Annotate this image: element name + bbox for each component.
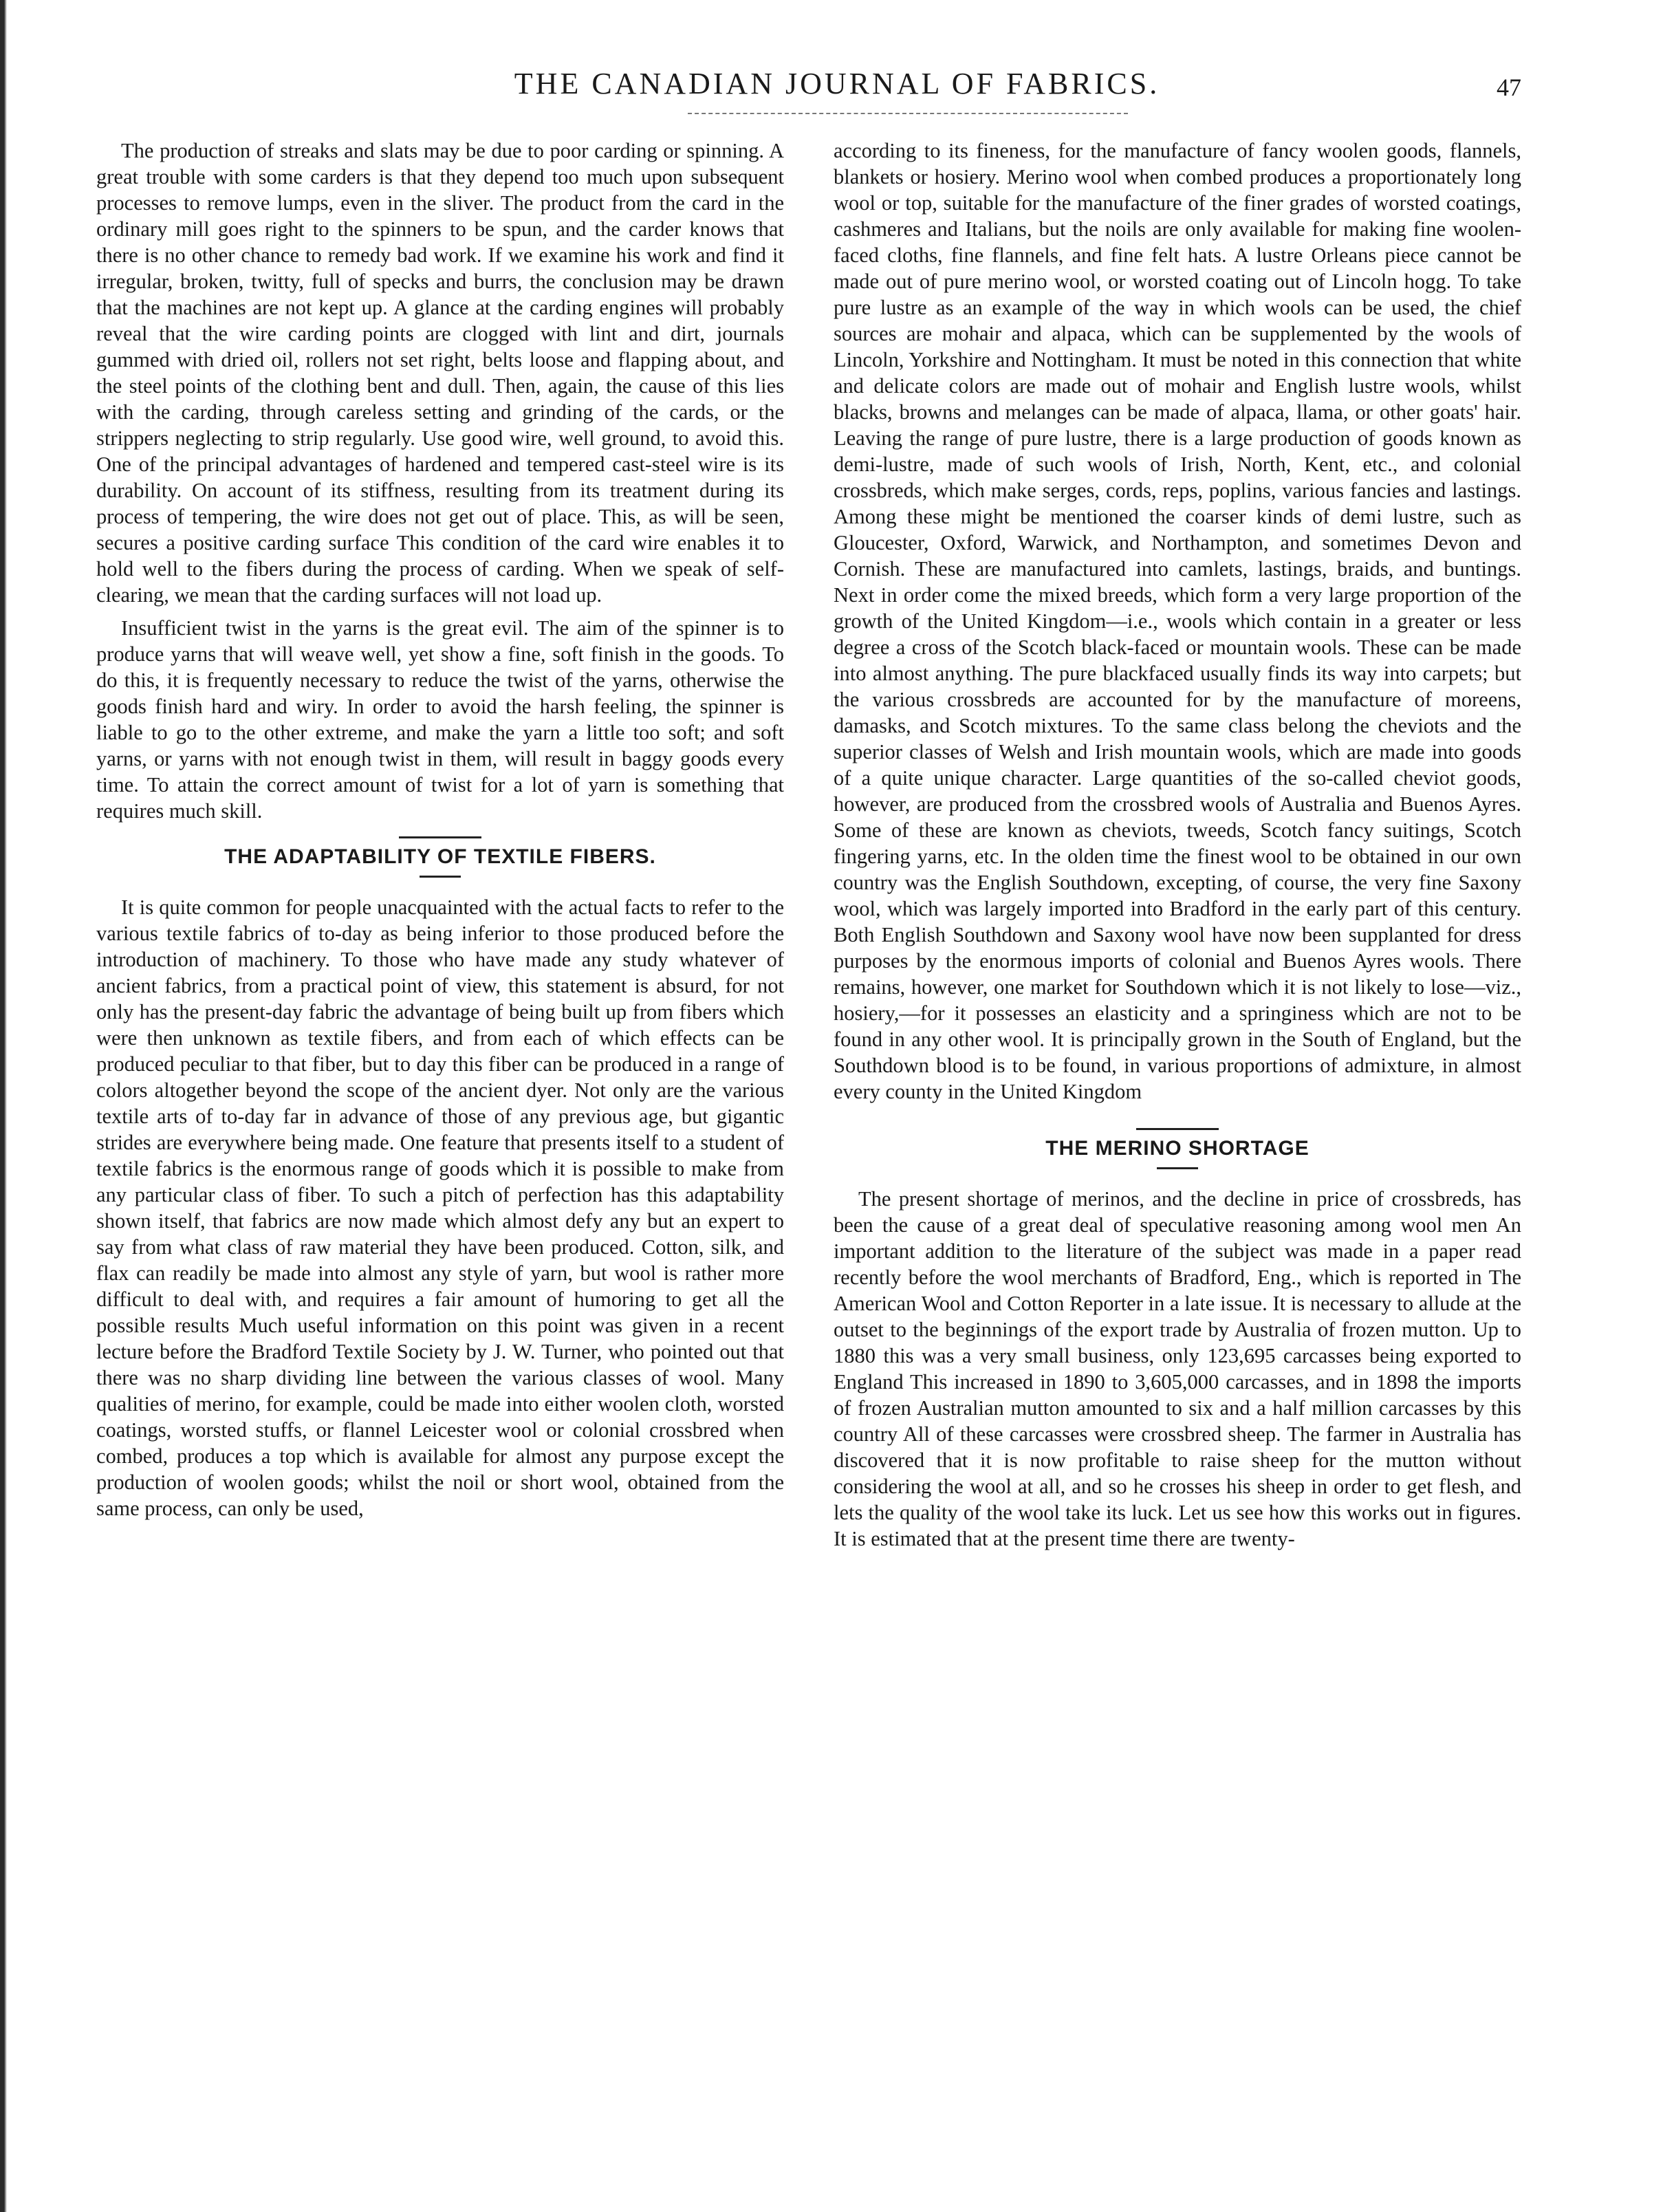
heading-rule-top — [399, 836, 481, 838]
paragraph: Insufficient twist in the yarns is the great evil. The aim of the spinner is to produce yarns that will weave well, yet show a fine, soft finish in the goods. To do this, it is frequently necessary to reduce the twist of the yarns, otherwise the goods finish hard and wiry. In order to avoid the harsh feeling, the spinner is liable to go to the other extreme, and make the yarn a little too soft; and soft yarns, or yarns with not enough twist in them, will result in baggy goods every time. To attain the correct amount of twist for a lot of yarn is something that requires much skill. — [96, 616, 784, 823]
heading-rule-top — [1136, 1128, 1219, 1130]
section-heading-block — [96, 836, 784, 878]
scan-edge — [0, 0, 7, 2212]
title-rule — [688, 113, 1128, 114]
heading-rule-bottom — [420, 876, 461, 878]
masthead — [0, 66, 1674, 107]
paragraph: The present shortage of merinos, and the decline in price of crossbreds, has been the cause of a great deal of speculative reasoning among wool men An important addition to the literature of the subject was made in a paper read recently before the wool merchants of Bradford, Eng., which is reported in The American Wool and Cotton Reporter in a late issue. It is necessary to allude at the outset to the beginnings of the export trade by Australia of frozen mutton. Up to 1880 this was a very small business, only 123,695 carcasses being exported to England This increased in 1890 to 3,605,000 carcasses, and in 1898 the imports of frozen Australian mutton amounted to six and a half million carcasses by this country All of these carcasses were crossbred sheep. The farmer in Australia has discovered that it is now profitable to raise sheep for the mutton without considering the wool at all, and so he crosses his sheep in order to get flesh, and lets the quality of the wool take its luck. Let us see how this works out in figures. It is estimated that at the present time there are twenty- — [834, 1187, 1521, 1550]
section-heading: THE ADAPTABILITY OF TEXTILE FIBERS. — [224, 845, 656, 868]
page-number: 47 — [1497, 74, 1521, 101]
section-heading-block — [834, 1128, 1521, 1169]
paragraph: It is quite common for people unacquainted with the actual facts to refer to the various textile fabrics of to-day as being inferior to those produced before the introduction of machinery. To those who have made any study whatever of ancient fabrics, from a practical point of view, this statement is absurd, for not only has the present-day fabric the advantage of being built up from fibers which were then unknown as textile fibers, and from each of which effects can be produced peculiar to that fiber, but to day this fiber can be produced in a range of colors altogether beyond the scope of the ancient dyer. Not only are the various textile arts of to-day far in advance of those of any previous age, but gigantic strides are everywhere being made. One feature that presents itself to a student of textile fabrics is the enormous range of goods which it is possible to make from any particular class of fiber. To such a pitch of perfection has this adaptability shown itself, that fabrics are now made which almost defy any but an expert to say from what class of raw material they have been produced. Cotton, silk, and flax can readily be made into almost any style of yarn, but wool is rather more difficult to deal with, and requires a fair amount of humoring to get all the possible results Much useful information on this point was given in a recent lecture before the Bradford Textile Society by J. W. Turner, who pointed out that there was no sharp dividing line between the various classes of wool. Many qualities of merino, for example, could be made into either woolen cloth, worsted coatings, worsted stuffs, or flannel Leicester wool or colonial crossbred when combed, produces a top which is available for almost any purpose except the production of woolen goods; whilst the noil or short wool, obtained from the same process, can only be used, — [96, 896, 784, 1520]
paragraph: The production of streaks and slats may be due to poor carding or spinning. A great trouble with some carders is that they depend too much upon subsequent processes to remove lumps, even in the sliver. The product from the card in the ordinary mill goes right to the spinners to be spun, and the carder knows that there is no other chance to remedy bad work. If we examine his work and find it irregular, broken, twitty, full of specks and burrs, the conclusion may be drawn that the machines are not kept up. A glance at the carding engines will probably reveal that the wire carding points are clogged with lint and dirt, journals gummed with dried oil, rollers not set right, belts loose and flapping about, and the steel points of the clothing bent and dull. Then, again, the cause of this lies with the carding, through careless setting and grinding of the cards, or the strippers neglecting to strip regularly. Use good wire, well ground, to avoid this. One of the principal advantages of hardened and tempered cast-steel wire is its durability. On account of its stiffness, resulting from its treatment during its process of tempering, the wire does not get out of place. This, as will be seen, secures a positive carding surface This condition of the card wire enables it to hold well to the fibers during the process of carding. When we speak of self-clearing, we mean that the carding surfaces will not load up. — [96, 139, 784, 607]
journal-title: THE CANADIAN JOURNAL OF FABRICS. — [514, 67, 1160, 100]
paragraph: according to its fineness, for the manufacture of fancy woolen goods, flannels, blankets or hosiery. Merino wool when combed produces a proportionately long wool or top, suitable for the manufacture of the finer grades of worsted coatings, cashmeres and Italians, but the noils are only available for making fine woolen-faced cloths, fine flannels, and fine felt hats. A lustre Orleans piece cannot be made out of pure merino wool, or worsted coating out of Lincoln hogg. To take pure lustre as an example of the way in which wools can be used, the chief sources are mohair and alpaca, which can be supplemented by the wools of Lincoln, Yorkshire and Nottingham. It must be noted in this connection that white and delicate colors are made out of mohair and English lustre wools, whilst blacks, browns and melanges can be made of alpaca, llama, or other goats' hair. Leaving the range of pure lustre, there is a large production of goods known as demi-lustre, made of such wools of Irish, North, Kent, etc., and colonial crossbreds, which make serges, cords, reps, poplins, various fancies and lastings. Among these might be mentioned the coarser kinds of demi lustre, such as Gloucester, Oxford, Warwick, and Northampton, and sometimes Devon and Cornish. These are manufactured into camlets, lastings, braids, and buntings. Next in order come the mixed breeds, which form a very large proportion of the growth of the United Kingdom—i.e., wools which contain in a greater or less degree a cross of the Scotch black-faced or mountain wools. These can be made into almost anything. The pure blackfaced usually finds its way into carpets; but the various crossbreds are accounted for by the manufacture of moreens, damasks, and Scotch mixtures. To the same class belong the cheviots and the superior classes of Welsh and Irish mountain wools, which are made into goods of a quite unique character. Large quantities of the so-called cheviot goods, however, are produced from the crossbred wools of Australia and Buenos Ayres. Some of these are known as cheviots, tweeds, Scotch fancy suitings, Scotch fingering yarns, etc. In the olden time the finest wool to be obtained in our own country was the English Southdown, excepting, of course, the very fine Saxony wool, which was largely imported into Bradford in the early part of this century. Both English Southdown and Saxony wool have now been supplanted for dress purposes by the enormous imports of colonial and Buenos Ayres wools. There remains, however, one market for Southdown which it is not likely to lose—viz., hosiery,—for it possesses an elasticity and a springiness which are not to be found in any other wool. It is principally grown in the South of England, but the Southdown blood is to be found, in various proportions of admixture, in almost every county in the United Kingdom — [834, 139, 1521, 1103]
section-heading: THE MERINO SHORTAGE — [1045, 1137, 1309, 1160]
heading-rule-bottom — [1157, 1167, 1198, 1169]
left-column — [96, 138, 784, 2173]
right-column — [834, 138, 1521, 2173]
